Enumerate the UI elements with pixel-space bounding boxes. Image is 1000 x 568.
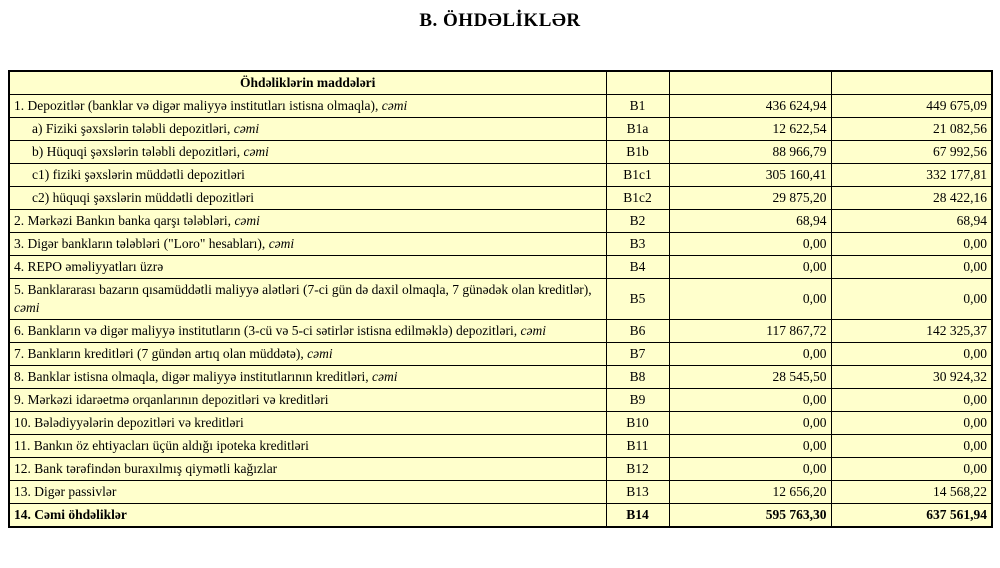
table-row (9, 233, 992, 256)
table-row (9, 187, 992, 210)
row-label: 14. Cəmi öhdəliklər (9, 504, 606, 528)
row-label: 6. Bankların və digər maliyyə institutların (3-cü və 5-ci sətirlər istisna edilməklə) depozitləri, cəmi (9, 320, 606, 343)
table-row (9, 389, 992, 412)
row-code: B6 (606, 320, 669, 343)
row-value-period1: 436 624,94 (669, 95, 831, 118)
table-row (9, 343, 992, 366)
row-value-period1: 12 622,54 (669, 118, 831, 141)
row-value-period1: 117 867,72 (669, 320, 831, 343)
table-row (9, 458, 992, 481)
row-value-period1: 68,94 (669, 210, 831, 233)
table-row (9, 435, 992, 458)
row-label-italic-part: cəmi (14, 300, 40, 315)
liabilities-table (8, 70, 993, 528)
row-value-period2: 0,00 (831, 435, 992, 458)
row-label-italic-part: cəmi (243, 144, 269, 159)
row-value-period2: 332 177,81 (831, 164, 992, 187)
page-title: B. ÖHDƏLİKLƏR (419, 10, 581, 31)
row-value-period2: 0,00 (831, 233, 992, 256)
column-header-code (606, 71, 669, 95)
row-code: B3 (606, 233, 669, 256)
row-value-period2: 142 325,37 (831, 320, 992, 343)
table-row (9, 504, 992, 528)
table-row (9, 279, 992, 320)
row-label: 10. Bələdiyyələrin depozitləri və kreditləri (9, 412, 606, 435)
table-row (9, 366, 992, 389)
row-code: B1a (606, 118, 669, 141)
liabilities-tbody (9, 95, 992, 528)
row-code: B8 (606, 366, 669, 389)
row-value-period1: 0,00 (669, 279, 831, 320)
row-label-italic-part: cəmi (234, 213, 260, 228)
row-code: B1 (606, 95, 669, 118)
row-value-period2: 449 675,09 (831, 95, 992, 118)
row-label: c1) fiziki şəxslərin müddətli depozitləri (9, 164, 606, 187)
row-label-italic-part: cəmi (268, 236, 295, 251)
row-label-italic-part: cəmi (520, 323, 546, 338)
row-value-period2: 21 082,56 (831, 118, 992, 141)
row-code: B4 (606, 256, 669, 279)
row-label: 8. Banklar istisna olmaqla, digər maliyyə institutlarının kreditləri, cəmi (9, 366, 606, 389)
row-label: 5. Banklararası bazarın qısamüddətli maliyyə alətləri (7-ci gün də daxil olmaqla, 7 günədək olan kreditlər), cəmi (9, 279, 606, 320)
row-code: B12 (606, 458, 669, 481)
row-code: B1c1 (606, 164, 669, 187)
row-label-italic-part: cəmi (233, 121, 260, 136)
row-code: B7 (606, 343, 669, 366)
row-label: 7. Bankların kreditləri (7 gündən artıq olan müddətə), cəmi (9, 343, 606, 366)
table-row (9, 481, 992, 504)
row-label: 12. Bank tərəfindən buraxılmış qiymətli kağızlar (9, 458, 606, 481)
row-label: c2) hüquqi şəxslərin müddətli depozitləri (9, 187, 606, 210)
row-value-period1: 0,00 (669, 435, 831, 458)
table-header-row (9, 71, 992, 95)
row-code: B11 (606, 435, 669, 458)
row-value-period2: 68,94 (831, 210, 992, 233)
row-value-period1: 88 966,79 (669, 141, 831, 164)
row-value-period1: 0,00 (669, 458, 831, 481)
column-header-value1 (669, 71, 831, 95)
row-value-period2: 67 992,56 (831, 141, 992, 164)
column-header-value2 (831, 71, 992, 95)
row-value-period1: 305 160,41 (669, 164, 831, 187)
row-code: B10 (606, 412, 669, 435)
row-code: B1b (606, 141, 669, 164)
table-row (9, 164, 992, 187)
row-label: 1. Depozitlər (banklar və digər maliyyə institutları istisna olmaqla), cəmi (9, 95, 606, 118)
row-label: a) Fiziki şəxslərin tələbli depozitləri, cəmi (9, 118, 606, 141)
row-value-period2: 0,00 (831, 389, 992, 412)
row-value-period2: 28 422,16 (831, 187, 992, 210)
row-value-period1: 29 875,20 (669, 187, 831, 210)
row-value-period1: 0,00 (669, 233, 831, 256)
row-label: 2. Mərkəzi Bankın banka qarşı tələbləri, cəmi (9, 210, 606, 233)
row-label: 9. Mərkəzi idarəetmə orqanlarının depozitləri və kreditləri (9, 389, 606, 412)
row-code: B14 (606, 504, 669, 528)
row-code: B2 (606, 210, 669, 233)
row-value-period2: 0,00 (831, 412, 992, 435)
row-label: 4. REPO əməliyyatları üzrə (9, 256, 606, 279)
row-code: B9 (606, 389, 669, 412)
table-row (9, 141, 992, 164)
row-value-period1: 0,00 (669, 389, 831, 412)
row-value-period1: 595 763,30 (669, 504, 831, 528)
table-row (9, 256, 992, 279)
table-row (9, 320, 992, 343)
row-value-period1: 0,00 (669, 412, 831, 435)
row-value-period1: 28 545,50 (669, 366, 831, 389)
table-row (9, 95, 992, 118)
row-label-italic-part: cəmi (381, 98, 408, 113)
row-code: B1c2 (606, 187, 669, 210)
row-label: 3. Digər bankların tələbləri ("Loro" hesabları), cəmi (9, 233, 606, 256)
table-row (9, 412, 992, 435)
row-value-period2: 637 561,94 (831, 504, 992, 528)
row-label: 11. Bankın öz ehtiyacları üçün aldığı ipoteka kreditləri (9, 435, 606, 458)
row-value-period1: 0,00 (669, 256, 831, 279)
row-value-period2: 0,00 (831, 256, 992, 279)
row-value-period2: 0,00 (831, 458, 992, 481)
row-label: b) Hüquqi şəxslərin tələbli depozitləri, cəmi (9, 141, 606, 164)
row-value-period2: 14 568,22 (831, 481, 992, 504)
row-value-period2: 0,00 (831, 279, 992, 320)
row-label: 13. Digər passivlər (9, 481, 606, 504)
row-value-period1: 0,00 (669, 343, 831, 366)
column-header-items: Öhdəliklərin maddələri (9, 71, 606, 95)
table-row (9, 210, 992, 233)
table-row (9, 118, 992, 141)
row-value-period1: 12 656,20 (669, 481, 831, 504)
row-label-italic-part: cəmi (372, 369, 398, 384)
row-value-period2: 0,00 (831, 343, 992, 366)
row-value-period2: 30 924,32 (831, 366, 992, 389)
row-code: B13 (606, 481, 669, 504)
row-code: B5 (606, 279, 669, 320)
row-label-italic-part: cəmi (307, 346, 333, 361)
